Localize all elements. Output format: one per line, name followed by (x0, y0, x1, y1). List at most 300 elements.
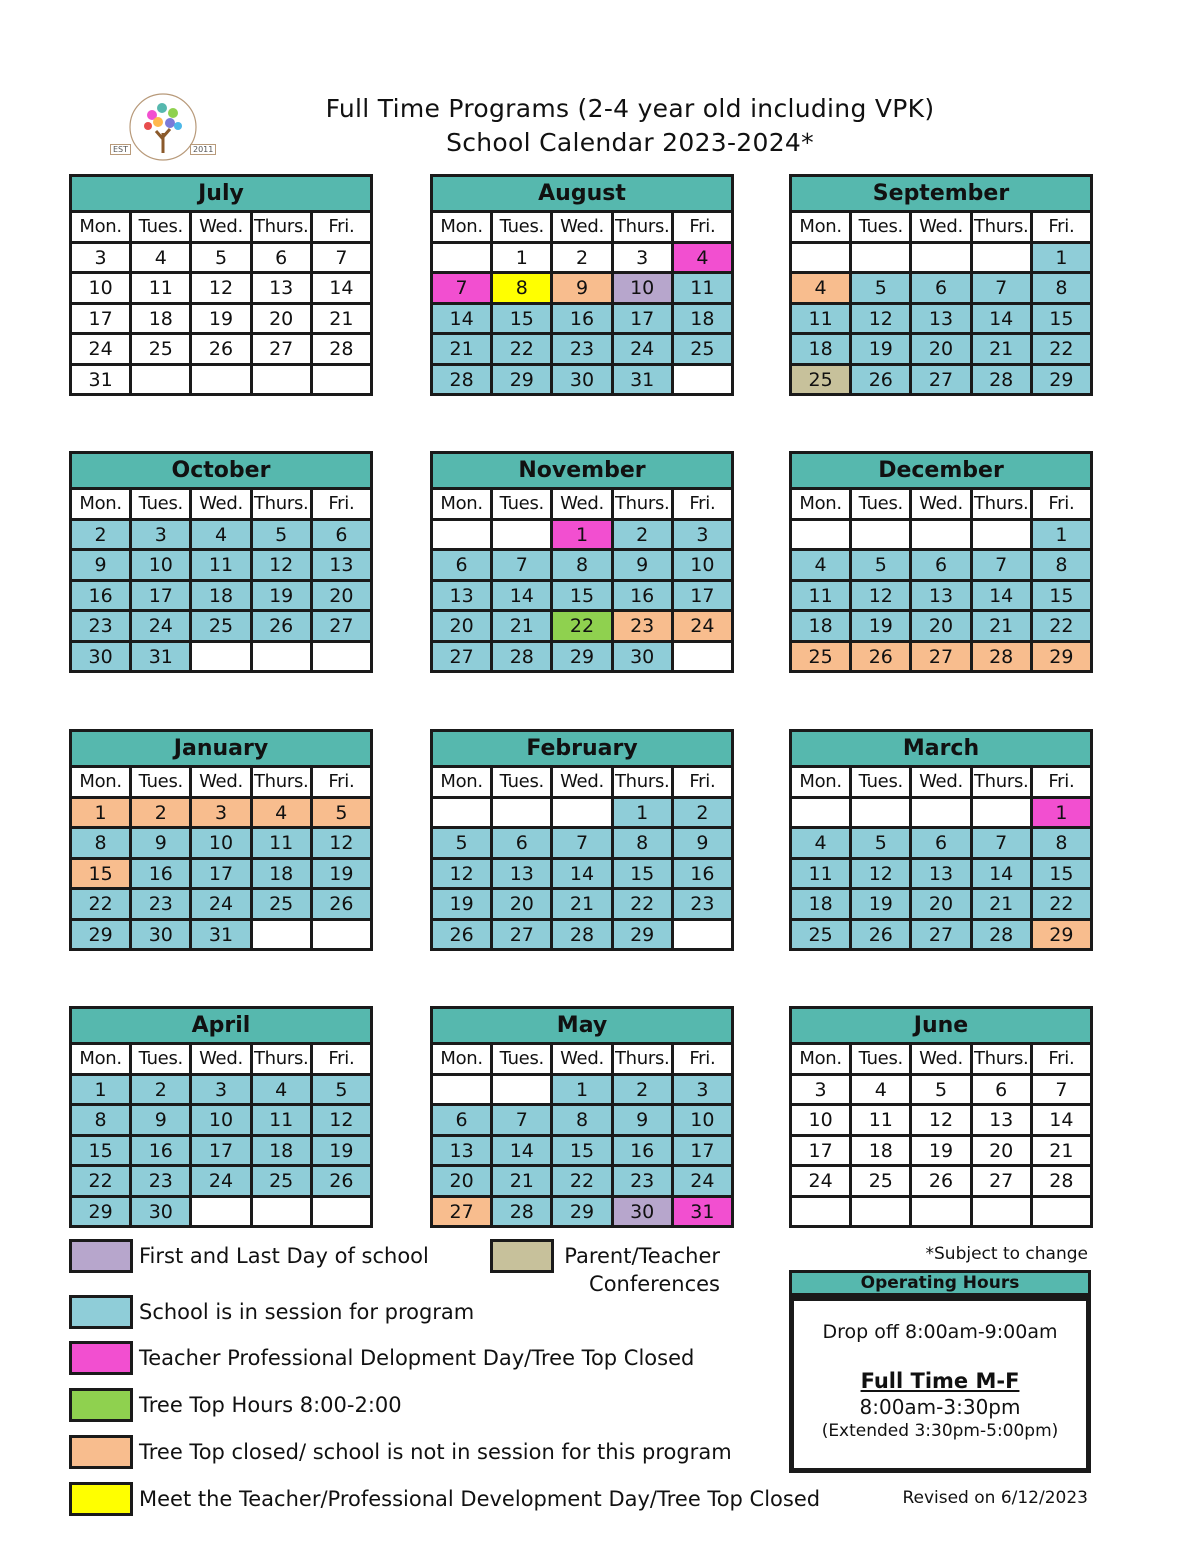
empty-day-cell (493, 1076, 550, 1104)
day-cell: 17 (132, 582, 189, 610)
day-cell: 28 (433, 366, 490, 394)
logo-est-label: EST (110, 144, 131, 155)
day-cell: 15 (553, 1137, 610, 1165)
day-cell: 26 (852, 921, 909, 949)
month-title: February (433, 732, 731, 765)
day-cell: 6 (433, 551, 490, 579)
weekday-header: Tues. (493, 1045, 550, 1073)
month-title: January (72, 732, 370, 765)
day-cell: 27 (493, 921, 550, 949)
month-days-grid (792, 210, 1090, 393)
day-cell: 11 (792, 305, 849, 333)
month-september (789, 174, 1093, 396)
weekday-header: Mon. (72, 213, 129, 241)
day-cell: 13 (433, 1137, 490, 1165)
day-cell: 20 (912, 335, 969, 363)
day-cell: 20 (493, 890, 550, 918)
day-cell: 15 (493, 305, 550, 333)
day-cell: 1 (1033, 521, 1090, 549)
extended-hours: (Extended 3:30pm-5:00pm) (821, 1421, 1059, 1441)
day-cell: 22 (614, 890, 671, 918)
day-cell: 28 (973, 366, 1030, 394)
day-cell: 21 (493, 1167, 550, 1195)
empty-day-cell (132, 366, 189, 394)
empty-day-cell (313, 366, 370, 394)
day-cell: 9 (132, 829, 189, 857)
weekday-header: Fri. (1033, 1045, 1090, 1073)
day-cell: 8 (553, 1106, 610, 1134)
day-cell: 7 (553, 829, 610, 857)
empty-day-cell (433, 521, 490, 549)
day-cell: 29 (493, 366, 550, 394)
day-cell: 28 (553, 921, 610, 949)
day-cell: 10 (192, 829, 249, 857)
day-cell: 21 (973, 890, 1030, 918)
day-cell: 24 (792, 1167, 849, 1195)
month-february (430, 729, 734, 951)
day-cell: 12 (912, 1106, 969, 1134)
day-cell: 28 (493, 643, 550, 671)
empty-day-cell (433, 244, 490, 272)
day-cell: 5 (852, 274, 909, 302)
empty-day-cell (313, 1198, 370, 1226)
weekday-header: Wed. (553, 1045, 610, 1073)
day-cell: 19 (852, 890, 909, 918)
day-cell: 9 (553, 274, 610, 302)
day-cell: 17 (792, 1137, 849, 1165)
logo-year-label: 2011 (190, 144, 216, 155)
day-cell: 19 (912, 1137, 969, 1165)
weekday-header: Mon. (72, 1045, 129, 1073)
day-cell: 12 (313, 1106, 370, 1134)
weekday-header: Wed. (912, 1045, 969, 1073)
day-cell: 8 (1033, 829, 1090, 857)
day-cell: 5 (313, 1076, 370, 1104)
day-cell: 13 (253, 274, 310, 302)
day-cell: 22 (72, 890, 129, 918)
day-cell: 24 (192, 890, 249, 918)
empty-day-cell (553, 799, 610, 827)
weekday-header: Fri. (313, 1045, 370, 1073)
legend-first-last (69, 1240, 429, 1272)
day-cell: 17 (614, 305, 671, 333)
day-cell: 3 (614, 244, 671, 272)
month-days-grid (72, 1042, 370, 1225)
day-cell: 22 (493, 335, 550, 363)
empty-day-cell (912, 799, 969, 827)
day-cell: 8 (614, 829, 671, 857)
month-days-grid (792, 765, 1090, 948)
weekday-header: Wed. (192, 490, 249, 518)
day-cell: 18 (792, 335, 849, 363)
day-cell: 5 (852, 829, 909, 857)
day-cell: 7 (973, 829, 1030, 857)
day-cell: 13 (912, 860, 969, 888)
month-days-grid (433, 487, 731, 670)
day-cell: 23 (132, 890, 189, 918)
day-cell: 25 (852, 1167, 909, 1195)
weekday-header: Wed. (192, 768, 249, 796)
day-cell: 11 (253, 1106, 310, 1134)
day-cell: 20 (433, 1167, 490, 1195)
weekday-header: Tues. (132, 1045, 189, 1073)
day-cell: 16 (553, 305, 610, 333)
subject-to-change-note: *Subject to change (925, 1244, 1088, 1264)
day-cell: 6 (493, 829, 550, 857)
month-days-grid (72, 765, 370, 948)
day-cell: 25 (792, 643, 849, 671)
empty-day-cell (313, 643, 370, 671)
day-cell: 31 (614, 366, 671, 394)
dropoff-hours: Drop off 8:00am-9:00am (822, 1321, 1058, 1343)
operating-hours-box (789, 1296, 1091, 1473)
day-cell: 5 (253, 521, 310, 549)
weekday-header: Thurs. (973, 768, 1030, 796)
day-cell: 22 (553, 1167, 610, 1195)
day-cell: 9 (614, 1106, 671, 1134)
legend-label-school: School is in session for program (139, 1300, 475, 1324)
day-cell: 30 (72, 643, 129, 671)
day-cell: 30 (614, 643, 671, 671)
weekday-header: Mon. (792, 768, 849, 796)
empty-day-cell (973, 521, 1030, 549)
weekday-header: Wed. (553, 768, 610, 796)
day-cell: 1 (1033, 799, 1090, 827)
day-cell: 26 (313, 1167, 370, 1195)
day-cell: 14 (1033, 1106, 1090, 1134)
full-time-label: Full Time M-F (860, 1369, 1020, 1393)
weekday-header: Wed. (553, 213, 610, 241)
day-cell: 17 (72, 305, 129, 333)
day-cell: 27 (253, 335, 310, 363)
weekday-header: Thurs. (614, 490, 671, 518)
day-cell: 10 (674, 1106, 731, 1134)
day-cell: 5 (433, 829, 490, 857)
day-cell: 3 (792, 1076, 849, 1104)
day-cell: 25 (253, 1167, 310, 1195)
weekday-header: Mon. (792, 490, 849, 518)
day-cell: 29 (1033, 921, 1090, 949)
day-cell: 1 (553, 1076, 610, 1104)
day-cell: 17 (192, 860, 249, 888)
day-cell: 11 (792, 582, 849, 610)
month-october (69, 451, 373, 673)
month-title: May (433, 1009, 731, 1042)
weekday-header: Thurs. (253, 490, 310, 518)
day-cell: 15 (553, 582, 610, 610)
month-days-grid (792, 487, 1090, 670)
empty-day-cell (674, 366, 731, 394)
legend-label-teacher: Teacher Professional Delopment Day/Tree Top Closed (139, 1346, 695, 1370)
day-cell: 1 (553, 521, 610, 549)
day-cell: 28 (973, 921, 1030, 949)
month-days-grid (792, 1042, 1090, 1225)
day-cell: 20 (912, 890, 969, 918)
day-cell: 6 (313, 521, 370, 549)
month-days-grid (72, 210, 370, 393)
day-cell: 6 (912, 551, 969, 579)
empty-day-cell (253, 366, 310, 394)
weekday-header: Fri. (674, 1045, 731, 1073)
full-time-hours: 8:00am-3:30pm (859, 1395, 1021, 1419)
month-title: August (433, 177, 731, 210)
day-cell: 12 (192, 274, 249, 302)
day-cell: 28 (313, 335, 370, 363)
day-cell: 2 (614, 521, 671, 549)
day-cell: 8 (553, 551, 610, 579)
empty-day-cell (433, 799, 490, 827)
day-cell: 22 (1033, 890, 1090, 918)
legend-treetop (69, 1389, 402, 1421)
empty-day-cell (192, 1198, 249, 1226)
day-cell: 13 (433, 582, 490, 610)
day-cell: 8 (1033, 551, 1090, 579)
month-title: October (72, 454, 370, 487)
day-cell: 16 (614, 1137, 671, 1165)
day-cell: 15 (1033, 582, 1090, 610)
day-cell: 21 (973, 335, 1030, 363)
day-cell: 15 (1033, 305, 1090, 333)
legend-label-conferences-line2: Conferences (589, 1272, 720, 1296)
weekday-header: Mon. (433, 213, 490, 241)
weekday-header: Fri. (1033, 490, 1090, 518)
legend-label-conferences-line1: Parent/Teacher (564, 1244, 720, 1268)
day-cell: 21 (1033, 1137, 1090, 1165)
weekday-header: Tues. (852, 1045, 909, 1073)
empty-day-cell (674, 921, 731, 949)
day-cell: 12 (852, 582, 909, 610)
weekday-header: Fri. (1033, 768, 1090, 796)
day-cell: 4 (674, 244, 731, 272)
empty-day-cell (912, 244, 969, 272)
day-cell: 16 (132, 860, 189, 888)
day-cell: 15 (614, 860, 671, 888)
empty-day-cell (1033, 1198, 1090, 1226)
day-cell: 8 (72, 829, 129, 857)
weekday-header: Wed. (912, 768, 969, 796)
day-cell: 24 (674, 612, 731, 640)
logo (108, 93, 218, 163)
day-cell: 30 (132, 1198, 189, 1226)
day-cell: 4 (132, 244, 189, 272)
weekday-header: Thurs. (253, 1045, 310, 1073)
day-cell: 10 (792, 1106, 849, 1134)
day-cell: 3 (674, 1076, 731, 1104)
day-cell: 7 (433, 274, 490, 302)
empty-day-cell (433, 1076, 490, 1104)
weekday-header: Tues. (132, 213, 189, 241)
day-cell: 25 (674, 335, 731, 363)
month-april (69, 1006, 373, 1228)
day-cell: 29 (72, 1198, 129, 1226)
day-cell: 2 (553, 244, 610, 272)
day-cell: 29 (72, 921, 129, 949)
day-cell: 6 (973, 1076, 1030, 1104)
month-march (789, 729, 1093, 951)
day-cell: 19 (253, 582, 310, 610)
day-cell: 24 (132, 612, 189, 640)
day-cell: 19 (192, 305, 249, 333)
day-cell: 22 (1033, 612, 1090, 640)
day-cell: 29 (1033, 643, 1090, 671)
legend-closed (69, 1436, 732, 1468)
day-cell: 12 (852, 860, 909, 888)
day-cell: 19 (313, 1137, 370, 1165)
day-cell: 1 (72, 799, 129, 827)
revised-date: Revised on 6/12/2023 (902, 1488, 1088, 1508)
day-cell: 25 (132, 335, 189, 363)
day-cell: 15 (72, 860, 129, 888)
day-cell: 29 (553, 643, 610, 671)
empty-day-cell (852, 799, 909, 827)
day-cell: 16 (132, 1137, 189, 1165)
legend-school (69, 1296, 474, 1328)
empty-day-cell (852, 244, 909, 272)
day-cell: 8 (493, 274, 550, 302)
month-days-grid (433, 210, 731, 393)
legend-swatch-treetop (69, 1388, 133, 1422)
empty-day-cell (792, 521, 849, 549)
day-cell: 21 (553, 890, 610, 918)
day-cell: 31 (674, 1198, 731, 1226)
weekday-header: Mon. (72, 768, 129, 796)
day-cell: 5 (313, 799, 370, 827)
day-cell: 3 (132, 521, 189, 549)
day-cell: 30 (132, 921, 189, 949)
day-cell: 29 (1033, 366, 1090, 394)
day-cell: 12 (313, 829, 370, 857)
month-title: November (433, 454, 731, 487)
day-cell: 19 (433, 890, 490, 918)
legend-swatch-teacher (69, 1341, 133, 1375)
day-cell: 3 (674, 521, 731, 549)
empty-day-cell (253, 921, 310, 949)
weekday-header: Tues. (852, 768, 909, 796)
day-cell: 20 (912, 612, 969, 640)
empty-day-cell (852, 1198, 909, 1226)
day-cell: 24 (674, 1167, 731, 1195)
weekday-header: Mon. (792, 1045, 849, 1073)
weekday-header: Mon. (792, 213, 849, 241)
weekday-header: Thurs. (614, 1045, 671, 1073)
day-cell: 16 (614, 582, 671, 610)
day-cell: 13 (313, 551, 370, 579)
day-cell: 4 (253, 1076, 310, 1104)
legend-swatch-first-last (69, 1239, 133, 1273)
empty-day-cell (912, 1198, 969, 1226)
day-cell: 23 (553, 335, 610, 363)
month-july (69, 174, 373, 396)
weekday-header: Thurs. (614, 213, 671, 241)
month-title: July (72, 177, 370, 210)
day-cell: 18 (852, 1137, 909, 1165)
day-cell: 17 (192, 1137, 249, 1165)
legend-swatch-closed (69, 1435, 133, 1469)
day-cell: 22 (1033, 335, 1090, 363)
weekday-header: Thurs. (973, 490, 1030, 518)
day-cell: 20 (253, 305, 310, 333)
day-cell: 6 (912, 829, 969, 857)
month-november (430, 451, 734, 673)
weekday-header: Thurs. (253, 213, 310, 241)
day-cell: 18 (132, 305, 189, 333)
day-cell: 23 (132, 1167, 189, 1195)
weekday-header: Thurs. (253, 768, 310, 796)
legend-swatch-meet (69, 1482, 133, 1516)
month-title: April (72, 1009, 370, 1042)
day-cell: 14 (493, 582, 550, 610)
month-days-grid (433, 1042, 731, 1225)
month-december (789, 451, 1093, 673)
day-cell: 24 (614, 335, 671, 363)
day-cell: 11 (253, 829, 310, 857)
day-cell: 15 (72, 1137, 129, 1165)
month-january (69, 729, 373, 951)
day-cell: 20 (313, 582, 370, 610)
weekday-header: Tues. (852, 490, 909, 518)
day-cell: 27 (912, 643, 969, 671)
month-title: June (792, 1009, 1090, 1042)
day-cell: 23 (614, 1167, 671, 1195)
weekday-header: Mon. (433, 1045, 490, 1073)
day-cell: 18 (192, 582, 249, 610)
day-cell: 4 (192, 521, 249, 549)
day-cell: 19 (852, 335, 909, 363)
day-cell: 17 (674, 1137, 731, 1165)
day-cell: 11 (674, 274, 731, 302)
day-cell: 4 (253, 799, 310, 827)
day-cell: 7 (973, 551, 1030, 579)
month-title: March (792, 732, 1090, 765)
day-cell: 3 (72, 244, 129, 272)
day-cell: 16 (72, 582, 129, 610)
day-cell: 26 (253, 612, 310, 640)
empty-day-cell (973, 244, 1030, 272)
legend-swatch-conferences (490, 1239, 554, 1273)
weekday-header: Wed. (912, 213, 969, 241)
day-cell: 16 (674, 860, 731, 888)
weekday-header: Fri. (674, 768, 731, 796)
day-cell: 19 (852, 612, 909, 640)
day-cell: 6 (433, 1106, 490, 1134)
day-cell: 7 (493, 1106, 550, 1134)
weekday-header: Tues. (132, 768, 189, 796)
day-cell: 14 (433, 305, 490, 333)
day-cell: 28 (973, 643, 1030, 671)
weekday-header: Wed. (912, 490, 969, 518)
weekday-header: Thurs. (973, 213, 1030, 241)
day-cell: 25 (253, 890, 310, 918)
weekday-header: Fri. (313, 768, 370, 796)
day-cell: 25 (192, 612, 249, 640)
day-cell: 1 (614, 799, 671, 827)
day-cell: 8 (1033, 274, 1090, 302)
day-cell: 13 (973, 1106, 1030, 1134)
day-cell: 31 (132, 643, 189, 671)
weekday-header: Mon. (72, 490, 129, 518)
day-cell: 21 (313, 305, 370, 333)
day-cell: 12 (253, 551, 310, 579)
month-days-grid (433, 765, 731, 948)
day-cell: 11 (132, 274, 189, 302)
day-cell: 9 (614, 551, 671, 579)
day-cell: 9 (674, 829, 731, 857)
legend-conferences (490, 1240, 554, 1272)
day-cell: 13 (912, 582, 969, 610)
weekday-header: Wed. (192, 1045, 249, 1073)
legend-label-conferences (556, 1242, 720, 1298)
day-cell: 5 (912, 1076, 969, 1104)
